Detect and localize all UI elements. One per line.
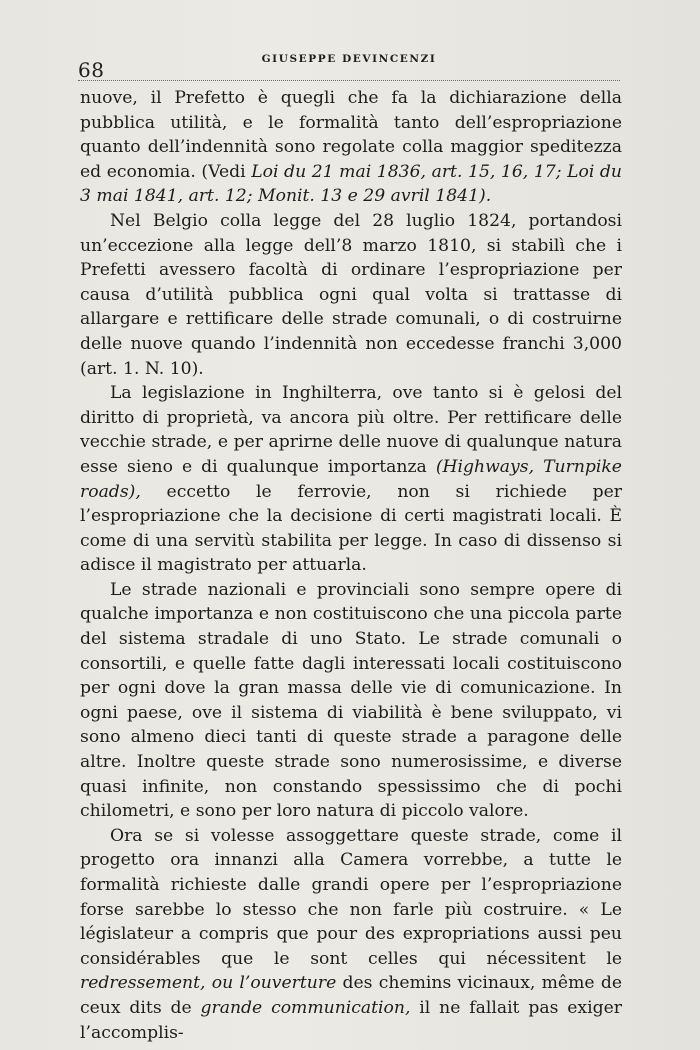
- paragraph: [80, 86, 622, 209]
- paragraph: [80, 824, 622, 1045]
- italic-term: (Highways, Turnpike roads),: [80, 456, 622, 502]
- italic-term: grande communication,: [200, 997, 411, 1018]
- text-span: des chemins vicinaux, même de ceux dits de: [80, 973, 622, 1018]
- paragraph: [80, 578, 622, 824]
- text-span: il ne fallait pas exiger l’accomplis-: [80, 997, 622, 1043]
- text-span: La legislazione in Inghilterra, ove tanto si è gelosi del diritto di proprietà, va ancora più oltre. Per rettificare delle vecchie strade, e per aprirne delle nuove di qualunque natura esse sieno e di qualunque importanza: [80, 383, 622, 477]
- paragraph: [80, 381, 622, 578]
- paragraph: [80, 209, 622, 381]
- text-span: Le strade nazionali e provinciali sono sempre opere di qualche importanza e non costituiscono che una piccola parte del sistema stradale di uno Stato. Le strade comunali o consortili, e quelle fatte dagli interessati locali costituiscono per ogni dove la gran massa delle vie di comunicazione. In ogni paese, ove il sistema di viabilità è bene sviluppato, vi sono almeno dieci tanti di queste strade a paragone delle altre. Inoltre queste strade sono numerosissime, e diverse quasi infinite, non constando spessissimo che di pochi chilometri, e sono per loro natura di piccolo valore.: [80, 579, 622, 822]
- running-title: GIUSEPPE DEVINCENZI: [261, 53, 437, 65]
- page-number: 68: [78, 58, 105, 82]
- text-span: nuove, il Prefetto è quegli che fa la dichiarazione della pubblica utilità, e le formalità tanto dell’espropriazione quanto dell’indennità sono regolate colla maggior speditezza ed economia. (Vedi: [80, 88, 622, 182]
- italic-citation: Loi du 21 mai 1836, art. 15, 16, 17; Loi du 3 mai 1841, art. 12; Monit. 13 e 29 avril 1841).: [80, 161, 623, 207]
- page-header: [78, 50, 620, 84]
- italic-term: redressement, ou l’ouverture: [80, 973, 337, 994]
- header-rule: [78, 80, 620, 81]
- body-text: [80, 86, 622, 1045]
- text-span: eccetto le ferrovie, non si richiede per l’espropriazione che la decisione di certi magistrati locali. È come di una servitù stabilita per legge. In caso di dissenso si adisce il magistrato per attuarla.: [80, 481, 622, 576]
- text-span: Nel Belgio colla legge del 28 luglio 1824, portandosi un’eccezione alla legge dell’8 marzo 1810, si stabilì che i Prefetti avessero facoltà di ordinare l’espropriazione per causa d’utilità pubblica ogni qual volta si trattasse di allargare e rettificare delle strade comunali, o di costruirne delle nuove quando l’indennità non eccedesse franchi 3,000 (art. 1. N. 10).: [80, 210, 622, 379]
- text-span: Ora se si volesse assoggettare queste strade, come il progetto ora innanzi alla Camera vorrebbe, a tutte le formalità richieste dalle grandi opere per l’espropriazione forse sarebbe lo stesso che non farle più costruire. « Le législateur a compris que pour des expropriations aussi peu considérables que le sont celles qui nécessitent le: [80, 825, 622, 969]
